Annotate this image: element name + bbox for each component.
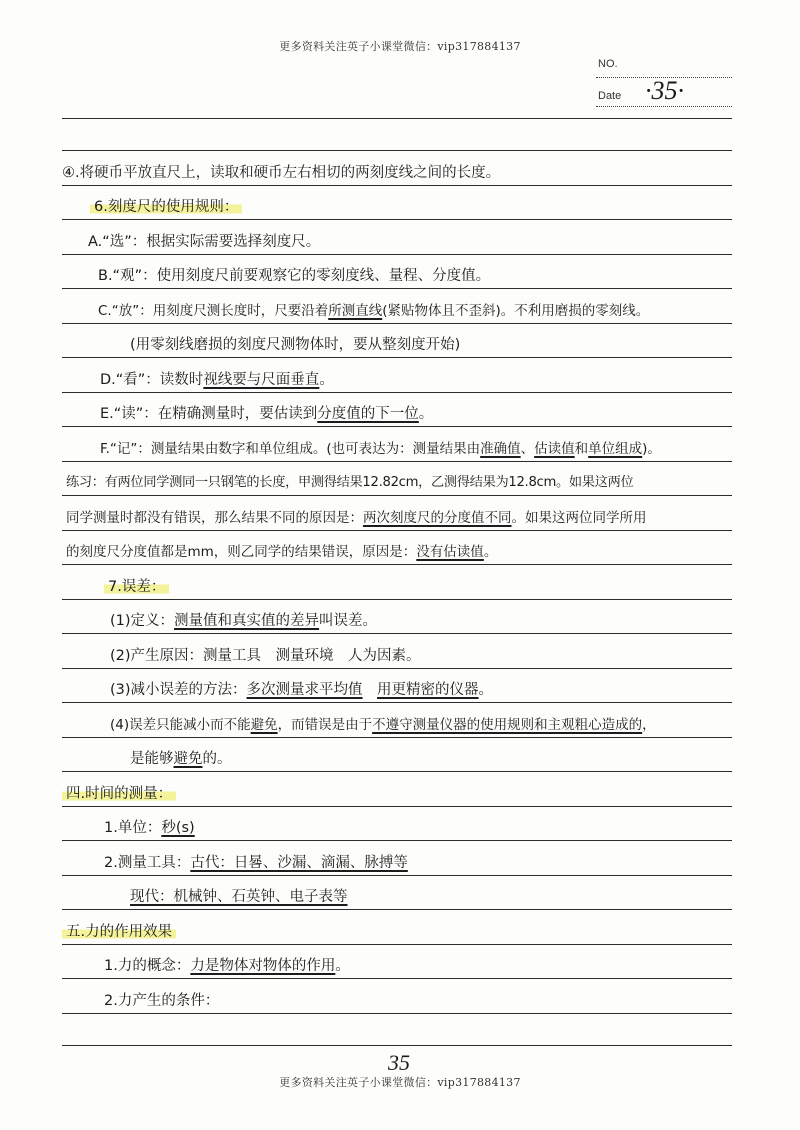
watermark-bottom: 更多资料关注英子小课堂微信：vip317884137 xyxy=(279,1076,521,1089)
ruled-line xyxy=(62,392,732,393)
note-line: B.“观”：使用刻度尺前要观察它的零刻度线、量程、分度值。 xyxy=(98,268,491,284)
section-heading: 7.误差： xyxy=(104,578,169,596)
ruled-line xyxy=(62,599,732,600)
ruled-line xyxy=(62,1013,732,1014)
note-line: 同学测量时都没有错误，那么结果不同的原因是：两次刻度尺的分度值不同。如果这两位同学所用 xyxy=(66,510,647,526)
no-label: NO. xyxy=(598,58,618,70)
note-line: 1.单位：秒(s) xyxy=(104,820,195,836)
ruled-line xyxy=(62,564,732,565)
ruled-line xyxy=(62,840,732,841)
ruled-line xyxy=(62,461,732,462)
note-line: A.“选”：根据实际需要选择刻度尺。 xyxy=(88,234,321,250)
note-line: ④.将硬币平放直尺上，读取和硬币左右相切的两刻度线之间的长度。 xyxy=(62,165,501,181)
watermark-top: 更多资料关注英子小课堂微信：vip317884137 xyxy=(279,40,521,53)
ruled-line xyxy=(62,426,732,427)
section-heading: 6.刻度尺的使用规则： xyxy=(90,198,242,216)
note-line: 练习：有两位同学测同一只钢笔的长度，甲测得结果12.82cm，乙测得结果为12.8cm。如果这两位 xyxy=(66,475,634,490)
ruled-line xyxy=(62,219,732,220)
date-label: Date xyxy=(598,90,622,102)
note-line: (2)产生原因：测量工具 测量环境 人为因素。 xyxy=(110,648,421,664)
section-heading: 四.时间的测量： xyxy=(62,785,176,803)
ruled-line xyxy=(62,254,732,255)
note-line: 1.力的概念：力是物体对物体的作用。 xyxy=(104,958,350,974)
date-dotted-line xyxy=(596,106,732,107)
ruled-line xyxy=(62,530,732,531)
note-line: (用零刻线磨损的刻度尺测物体时，要从整刻度开始) xyxy=(130,337,461,353)
ruled-line xyxy=(62,185,732,186)
note-line: 是能够避免的。 xyxy=(130,751,232,767)
date-value: ·35· xyxy=(645,76,684,105)
ruled-line xyxy=(62,875,732,876)
note-line: (4)误差只能减小而不能避免，而错误是由于不遵守测量仪器的使用规则和主观粗心造成的， xyxy=(110,717,656,733)
ruled-line xyxy=(62,909,732,910)
note-line: E.“读”：在精确测量时，要估读到分度值的下一位。 xyxy=(100,406,434,422)
ruled-line xyxy=(62,737,732,738)
ruled-line xyxy=(62,118,732,119)
note-line: 2.测量工具：古代：日晷、沙漏、滴漏、脉搏等 xyxy=(104,855,408,871)
ruled-line xyxy=(62,668,732,669)
ruled-line xyxy=(62,288,732,289)
ruled-line xyxy=(62,806,732,807)
ruled-line xyxy=(62,1045,732,1046)
ruled-line xyxy=(62,357,732,358)
note-line: (1)定义：测量值和真实值的差异叫误差。 xyxy=(110,613,378,629)
note-line: 现代：机械钟、石英钟、电子表等 xyxy=(130,889,348,905)
page-number: 35 xyxy=(388,1050,410,1075)
note-line: (3)减小误差的方法：多次测量求平均值 用更精密的仪器。 xyxy=(110,682,494,698)
ruled-line xyxy=(62,944,732,945)
note-line: F.“记”：测量结果由数字和单位组成。(也可表达为：测量结果由准确值、估读值和单位组成)。 xyxy=(100,441,661,457)
note-line: 的刻度尺分度值都是mm，则乙同学的结果错误，原因是：没有估读值。 xyxy=(66,544,498,560)
ruled-line xyxy=(62,702,732,703)
note-line: C.“放”：用刻度尺测长度时，尺要沿着所测直线(紧贴物体且不歪斜)。不利用磨损的零刻线。 xyxy=(98,303,650,319)
note-line: 2.力产生的条件： xyxy=(104,993,220,1009)
ruled-line xyxy=(62,633,732,634)
ruled-line xyxy=(62,771,732,772)
ruled-line xyxy=(62,150,732,151)
ruled-line xyxy=(62,978,732,979)
ruled-line xyxy=(62,323,732,324)
ruled-line xyxy=(62,495,732,496)
section-heading: 五.力的作用效果 xyxy=(62,923,176,941)
note-line: D.“看”：读数时视线要与尺面垂直。 xyxy=(100,372,334,388)
